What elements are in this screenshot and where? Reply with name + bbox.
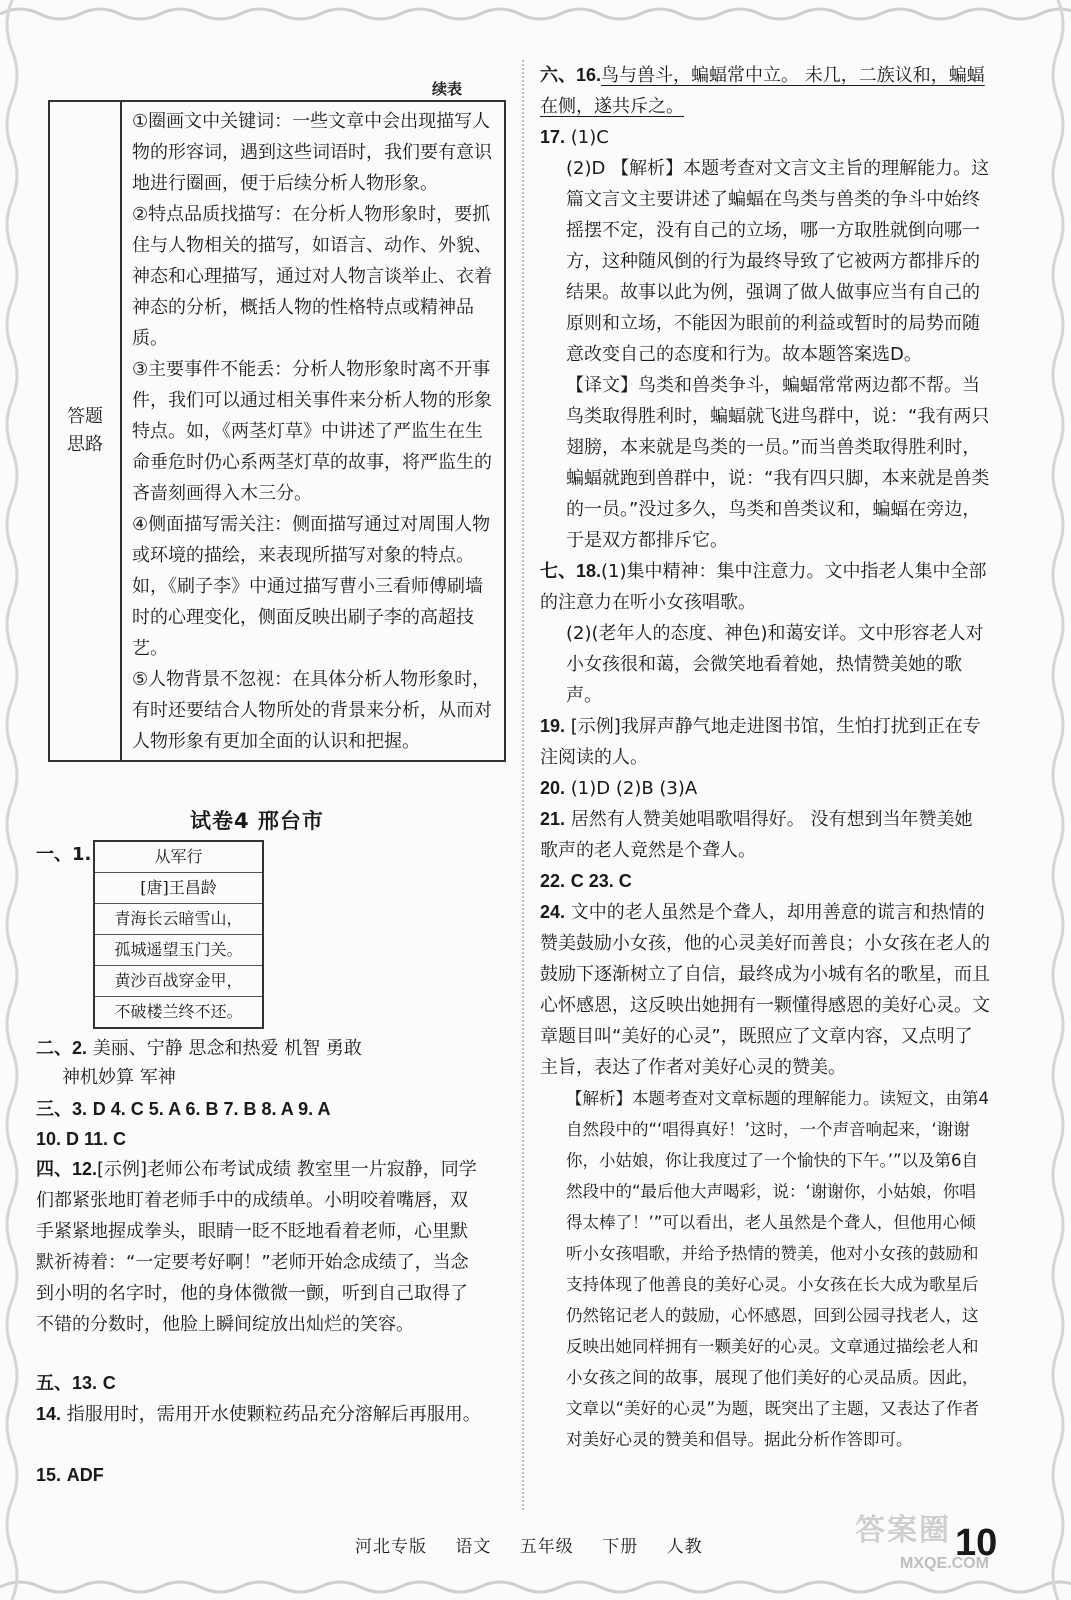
q17-number: 17.	[540, 127, 566, 147]
poem-line: 黄沙百战穿金甲，	[95, 966, 262, 997]
q16-answer	[540, 60, 990, 122]
q24-answer	[540, 897, 990, 1083]
table-label-cell	[50, 102, 122, 760]
watermark-logo: 答案圈	[855, 1513, 951, 1548]
q22-23-text: C 23. C	[570, 871, 632, 891]
poem-line: 孤城遥望玉门关。	[95, 935, 262, 966]
q15-answer	[36, 1460, 104, 1491]
q20-number: 20.	[540, 778, 566, 798]
q2-number: 二、2.	[36, 1038, 88, 1058]
q21-number: 21.	[540, 809, 566, 829]
bottom-border-decoration	[0, 1575, 1071, 1600]
footer-publisher: 人教	[666, 1537, 703, 1557]
q10-11-answer: 10. D 11. C	[36, 1129, 127, 1149]
poem-line: 从军行	[95, 842, 262, 873]
q24-number: 24.	[540, 902, 566, 922]
q22-23-answer	[540, 866, 990, 897]
q18-part2: (2)(老年人的态度、神色)和蔼安详。文中形容老人对小女孩很和蔼，会微笑地看着她，热情赞美她的歌声。	[566, 623, 984, 706]
q14-number: 14.	[36, 1404, 62, 1424]
page-number: 10	[955, 1522, 998, 1564]
q3-9-text: D 4. C 5. A 6. B 7. B 8. A 9. A	[92, 1099, 331, 1119]
q16-number: 六、16.	[540, 65, 602, 85]
q17-part1: (1)C	[570, 127, 609, 148]
footer-subject: 语文	[455, 1537, 492, 1557]
watermark-url: MXQE.COM	[900, 1555, 989, 1572]
q15-text: ADF	[66, 1465, 104, 1485]
answer-approach-table	[48, 100, 506, 762]
footer-volume: 下册	[602, 1537, 639, 1557]
q21-text: 居然有人赞美她唱歌唱得好。 没有想到当年赞美她歌声的老人竟然是个聋人。	[540, 809, 973, 861]
q15-number: 15.	[36, 1465, 62, 1485]
q12-answer	[36, 1154, 484, 1340]
approach-point: ①圈画文中关键词：一些文章中会出现描写人物的形容词，遇到这些词语时，我们要有意识地进行圈画，便于后续分析人物形象。	[132, 111, 492, 194]
poem-line: [唐]王昌龄	[95, 873, 262, 904]
approach-point: ③主要事件不能丢：分析人物形象时离不开事件，我们可以通过相关事件来分析人物的形象特点。如，《两茎灯草》中讲述了严监生在生命垂危时仍心系两茎灯草的故事，将严监生的吝啬刻画得入木三分。	[132, 359, 492, 504]
column-divider	[522, 60, 524, 1510]
q2-answer-cont: 神机妙算 军神	[62, 1067, 176, 1088]
right-column	[540, 60, 990, 1455]
q20-answer	[540, 773, 990, 804]
footer-meta	[355, 1532, 703, 1557]
q1-number: 一、1.	[36, 844, 92, 865]
q12-number: 四、12.	[36, 1159, 98, 1179]
q24-text: 文中的老人虽然是个聋人，却用善意的谎言和热情的赞美鼓励小女孩，他的心灵美好而善良；小女孩在老人的鼓励下逐渐树立了自信，最终成为小城有名的歌星，而且心怀感恩，这反映出她拥有一颗懂得感恩的美好心灵。文章题目叫“美好的心灵”，既照应了文章内容，又点明了主旨，表达了作者对美好心灵的赞美。	[540, 902, 990, 1078]
table-content-cell	[122, 102, 504, 760]
approach-point: ④侧面描写需关注：侧面描写通过对周围人物或环境的描绘，来表现所描写对象的特点。如，《刷子李》中通过描写曹小三看师傅刷墙时的心理变化，侧面反映出刷子李的高超技艺。	[132, 514, 491, 659]
q22-number: 22.	[540, 871, 566, 891]
footer-edition: 河北专版	[355, 1537, 427, 1557]
q20-text: (1)D (2)B (3)A	[570, 778, 698, 799]
q3-answer	[36, 1094, 331, 1125]
q14-text: 指服用时，需用开水使颗粒药品充分溶解后再服用。	[66, 1404, 481, 1425]
table-label: 答题思路	[67, 406, 103, 455]
q17-part2: (2)D 【解析】本题考查对文言文主旨的理解能力。这篇文言文主要讲述了蝙蝠在鸟类与兽类的争斗中始终摇摆不定，没有自己的立场，哪一方取胜就倒向哪一方，这种随风倒的行为最终导致了它被两方都排斥的结果。故事以此为例，强调了做人做事应当有自己的原则和立场，不能因为眼前的利益或暂时的局势而随意改变自己的态度和行为。故本题答案选D。	[566, 158, 990, 365]
right-border-decoration	[1040, 0, 1071, 1600]
approach-point: ②特点品质找描写：在分析人物形象时，要抓住与人物相关的描写，如语言、动作、外貌、神态和心理描写，通过对人物言谈举止、衣着神态的分析，概括人物的性格特点或精神品质。	[132, 204, 492, 349]
poem-line: 不破楼兰终不还。	[114, 1002, 243, 1021]
q19-answer	[540, 711, 990, 773]
q14-answer	[36, 1399, 484, 1430]
footer-grade: 五年级	[519, 1537, 574, 1557]
q19-number: 19.	[540, 716, 566, 736]
q2-text: 美丽、宁静 思念和热爱 机智 勇敢	[92, 1038, 362, 1059]
q16-text: 鸟与兽斗，蝙蝠常中立。 未几，二族议和，蝙蝠在侧，遂共斥之。	[540, 65, 985, 117]
top-border-decoration	[0, 0, 1071, 30]
q12-text: [示例]老师公布考试成绩 教室里一片寂静，同学们都紧张地盯着老师手中的成绩单。小明咬着嘴唇，双手紧紧地握成拳头，眼睛一眨不眨地看着老师，心里默默祈祷着：“一定要考好啊！”老师开始念成绩了，当念到小明的名字时，他的身体微微一颤，听到自己取得了不错的分数时，他脸上瞬间绽放出灿烂的笑容。	[36, 1159, 477, 1335]
q19-text: [示例]我屏声静气地走进图书馆，生怕打扰到正在专注阅读的人。	[540, 716, 981, 768]
q21-answer	[540, 804, 990, 866]
poem-line: 青海长云暗雪山，	[95, 904, 262, 935]
section-title: 试卷4 邢台市	[190, 809, 324, 833]
q24-analysis: 【解析】本题考查对文章标题的理解能力。读短文，由第4自然段中的“‘唱得真好！’这时，一个声音响起来，‘谢谢你，小姑娘，你让我度过了一个愉快的下午。’”以及第6自然段中的“最后他大声喝彩，说：‘谢谢你，小姑娘，你唱得太棒了！’”可以看出，老人虽然是个聋人，但他用心倾听小女孩唱歌，并给予热情的赞美，他对小女孩的鼓励和支持体现了他善良的美好心灵。小女孩在长大成为歌星后仍然铭记老人的鼓励，心怀感恩，回到公园寻找老人，这反映出她同样拥有一颗美好的心灵。文章通过描绘老人和小女孩之间的故事，展现了他们美好的心灵品质。因此，文章以“美好的心灵”为题，既突出了主题，又表达了作者对美好心灵的赞美和倡导。据此分析作答即可。	[566, 1089, 989, 1449]
q17-answer	[540, 122, 990, 153]
q18-number: 七、18.	[540, 561, 602, 581]
q3-number: 三、3.	[36, 1099, 88, 1119]
q2-answer	[36, 1033, 362, 1064]
q18-answer	[540, 556, 990, 618]
q13-number: 五、13.	[36, 1373, 98, 1393]
q18-part1: (1)集中精神：集中注意力。文中指老人集中全部的注意力在听小女孩唱歌。	[540, 561, 987, 613]
left-border-decoration	[0, 0, 30, 1600]
approach-point: ⑤人物背景不忽视：在具体分析人物形象时，有时还要结合人物所处的背景来分析，从而对人物形象有更加全面的认识和把握。	[132, 669, 492, 752]
poem-box	[93, 840, 264, 1029]
continued-label: 续表	[432, 80, 463, 98]
q13-text: C	[102, 1373, 116, 1393]
q17-translation: 【译文】鸟类和兽类争斗，蝙蝠常常两边都不帮。当鸟类取得胜利时，蝙蝠就飞进鸟群中，说：“我有两只翅膀，本来就是鸟类的一员。”而当兽类取得胜利时，蝙蝠就跑到兽群中，说：“我有四只脚，本来就是兽类的一员。”没过多久，鸟类和兽类议和，蝙蝠在旁边，于是双方都排斥它。	[566, 375, 990, 551]
q13-answer	[36, 1368, 116, 1399]
